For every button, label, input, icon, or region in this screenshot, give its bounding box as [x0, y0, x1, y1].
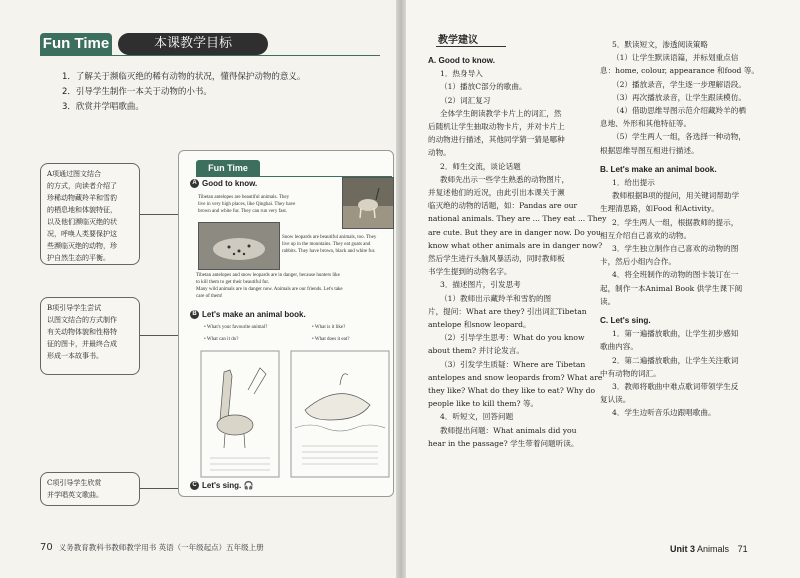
header-rule [40, 55, 380, 56]
text-line: 后随机让学生抽取动物卡片，并对卡片上 [428, 122, 565, 132]
book-fun-time-tab: Fun Time [196, 160, 260, 176]
text-line: （2）引导学生思考：What do you know [440, 333, 585, 343]
text-line: 读。 [600, 296, 616, 306]
text-line: 4．听短文，回答问题 [440, 412, 514, 422]
unit-title: Animals [697, 544, 730, 554]
text-line: （4）借助思维导图示范介绍藏羚羊的栖 [612, 106, 746, 116]
text-line: 2．师生交流，谈论话题 [440, 161, 521, 171]
note-line: 况，呼唤人类要保护这 [47, 230, 117, 238]
section-letter-icon: A [190, 179, 199, 188]
text-line: 书学生提到的动物名字。 [428, 267, 512, 277]
text-line: 4．将全班制作的动物的图卡装订在一 [612, 270, 739, 280]
objectives-list [62, 70, 305, 115]
text-line: 卡，然后小组内合作。 [600, 257, 676, 267]
section-letter-icon: C [190, 481, 199, 490]
note-line: 护自然生态的平衡。 [47, 254, 110, 262]
heading-rule [436, 46, 506, 47]
text-line: 歌曲内容。 [600, 342, 638, 352]
book-line: live up in the mountains. They eat goats and [282, 242, 371, 247]
text-line: （5）学生两人一组，各选择一种动物， [612, 132, 746, 142]
text-line: 2．第二遍播放歌曲，让学生关注歌词 [612, 355, 739, 365]
note-c [40, 472, 140, 506]
snow-leopard-photo [198, 222, 280, 270]
text-line: 然后学生进行头脑风暴活动，同时教师板 [428, 254, 565, 264]
note-line: 的方式，向读者介绍了 [47, 182, 117, 190]
section-title: Good to know. [202, 179, 258, 188]
section-letter-icon: B [190, 310, 199, 319]
text-line: 教师提出问题：What animals did you [440, 425, 577, 435]
snow-leopard-text [282, 234, 392, 255]
text-line: （3）再次播放录音，让学生跟读模仿。 [612, 92, 746, 102]
section-title: Let's make an animal book. [202, 310, 306, 319]
text-line: 4．学生边听音乐边跟唱歌曲。 [612, 408, 716, 418]
left-footer [40, 542, 264, 553]
book-line: care of them! [196, 294, 223, 299]
note-line: 些濒临灭绝的动物，珍 [47, 242, 117, 250]
text-line: 根据思维导图互相进行描述。 [600, 145, 699, 155]
note-a [40, 163, 140, 265]
text-line: 1．第一遍播放歌曲，让学生初步感知 [612, 329, 739, 339]
note-b [40, 297, 140, 375]
danger-text [196, 272, 390, 300]
text-line: know what other animals are in danger now? [428, 240, 603, 250]
objective-item: 1．了解关于濒临灭绝的稀有动物的状况，懂得保护动物的意义。 [62, 72, 306, 82]
headphones-icon: 🎧 [243, 481, 254, 490]
teaching-suggestions-heading: 教学建议 [438, 35, 478, 46]
book-line: to kill them to get their beautiful fur. [196, 280, 270, 285]
text-line: 动物。 [428, 148, 451, 158]
fun-time-tab: Fun Time [40, 33, 112, 55]
text-line: 3．描述图片，引发思考 [440, 280, 521, 290]
unit-label: Unit 3 [670, 544, 696, 554]
objective-item: 2．引导学生制作一本关于动物的小书。 [62, 87, 212, 97]
text-line: （3）引发学生质疑：Where are Tibetan [440, 359, 586, 369]
text-line: antelope 和snow leopard。 [428, 320, 531, 330]
text-line: 中有动物的词汇。 [600, 368, 661, 378]
section-heading: B. Let's make an animal book. [600, 164, 717, 174]
text-line: 1．热身导入 [440, 69, 483, 79]
book-line: brown and white fur. They can run very fast. [198, 209, 288, 214]
antelope-text [198, 194, 338, 215]
objective-item: 3．欣赏并学唱歌曲。 [62, 102, 144, 112]
text-line: （1）让学生默读语篇，并标划重点信 [612, 53, 739, 63]
text-line: national animals. They are ... They eat ... They [428, 214, 607, 224]
text-line: 相互介绍自己喜欢的动物。 [600, 230, 692, 240]
text-line: 的动物进行描述，其他同学猜一猜是哪种 [428, 135, 565, 145]
section-heading: C. Let's sing. [600, 316, 651, 326]
note-line: 以图文结合的方式制作 [47, 316, 117, 324]
text-line: 教师根据B项的提问，用关键词帮助学 [612, 191, 740, 201]
text-line: （1）教师出示藏羚羊和雪豹的图 [440, 293, 552, 303]
note-line: A项通过图文结合 [47, 170, 102, 178]
text-line: 并复述他们的近况，由此引出本课关于濒 [428, 188, 565, 198]
note-line: 征的图卡，并最终合成 [47, 340, 117, 348]
book-line: live in very high places, like Qinghai. They have [198, 202, 296, 207]
text-line: 教师先出示一些学生熟悉的动物图片， [440, 174, 570, 184]
question-item: • What does it eat? [312, 337, 350, 342]
text-line: 复认读。 [600, 395, 631, 405]
text-line: people like to kill them? 等。 [428, 399, 539, 409]
text-line: 临灭绝的动物的话题，如：Pandas are our [428, 201, 578, 211]
question-item: • What can it do? [204, 337, 239, 342]
text-line: 3．学生独立制作自己喜欢的动物的图 [612, 244, 739, 254]
giraffe-card-illustration [200, 350, 280, 478]
section-a-heading [190, 179, 257, 188]
text-line: hear in the passage? 学生带着问题听读。 [428, 438, 579, 448]
suggestions-column-1 [428, 54, 607, 450]
page-number: 71 [737, 544, 748, 554]
note-line: 并学唱英文歌曲。 [47, 491, 103, 499]
section-heading: A. Good to know. [428, 56, 496, 65]
book-title: 义务教育教科书教师教学用书 英语（一年级起点）五年级上册 [58, 543, 264, 552]
note-line: 以及他们濒临灭绝的状 [47, 218, 117, 226]
text-line: （1）播放C部分的歌曲。 [440, 82, 527, 92]
whale-card-illustration [290, 350, 390, 478]
suggestions-column-2 [600, 38, 782, 420]
text-line: 生理清思路，如Food 和Activity。 [600, 204, 719, 214]
note-line: 有关动物体貌和性格特 [47, 328, 117, 336]
book-line: Many wild animals are in danger now. Animals are our friends. Let's take [196, 287, 343, 292]
question-item: • What is it like? [312, 325, 346, 330]
text-line: 1．给出提示 [612, 178, 655, 188]
page-number: 70 [40, 542, 53, 553]
text-line: 息：home, colour, appearance 和food 等。 [600, 66, 760, 76]
text-line: are cute. But they are in danger now. Do you [428, 227, 601, 237]
book-line: rabbits. They have brown, black and white fur. [282, 249, 376, 254]
text-line: 3．教师将歌曲中难点歌词带领学生反 [612, 382, 739, 392]
note-line: 的栖息地和体貌特征， [47, 206, 117, 214]
text-line: 息地、外形和其他特征等。 [600, 119, 692, 129]
section-b-heading [190, 310, 306, 319]
text-line: they like? What do they like to eat? Why do [428, 386, 596, 396]
note-line: B项引导学生尝试 [47, 304, 102, 312]
right-footer [670, 544, 748, 554]
text-line: （2）词汇复习 [440, 95, 491, 105]
note-line: C项引导学生欣赏 [47, 479, 102, 487]
book-line: Snow leopards are beautiful animals, too. They [282, 235, 377, 240]
text-line: 5．默读短文，渗透阅读策略 [612, 40, 708, 49]
antelope-photo [342, 177, 394, 229]
book-line: Tibetan antelopes and snow leopards are in danger, because hunters like [196, 273, 340, 278]
section-title: Let's sing. [202, 481, 242, 490]
text-line: antelopes and snow leopards from? What are [428, 372, 603, 382]
text-line: 片，提问：What are they? 引出词汇Tibetan [428, 306, 587, 316]
note-line: 珍稀动物藏羚羊和雪豹 [47, 194, 117, 202]
section-c-heading [190, 481, 253, 490]
text-line: （2）播放录音，学生逐一步理解语段。 [612, 79, 746, 89]
book-gutter [396, 0, 406, 578]
question-item: • What's your favourite animal? [204, 325, 268, 330]
text-line: 2．学生两人一组，根据教师的提示， [612, 217, 739, 227]
book-line: Tibetan antelopes are beautiful animals. They [198, 195, 290, 200]
note-line: 形成一本故事书。 [47, 352, 103, 360]
lesson-objectives-banner: 本课教学目标 [118, 33, 268, 55]
text-line: 起，制作一本Animal Book 供学生课下阅 [600, 283, 743, 293]
text-line: 全体学生朗读教学卡片上的词汇，然 [440, 108, 562, 118]
text-line: about them? 并讨论发言。 [428, 346, 525, 356]
